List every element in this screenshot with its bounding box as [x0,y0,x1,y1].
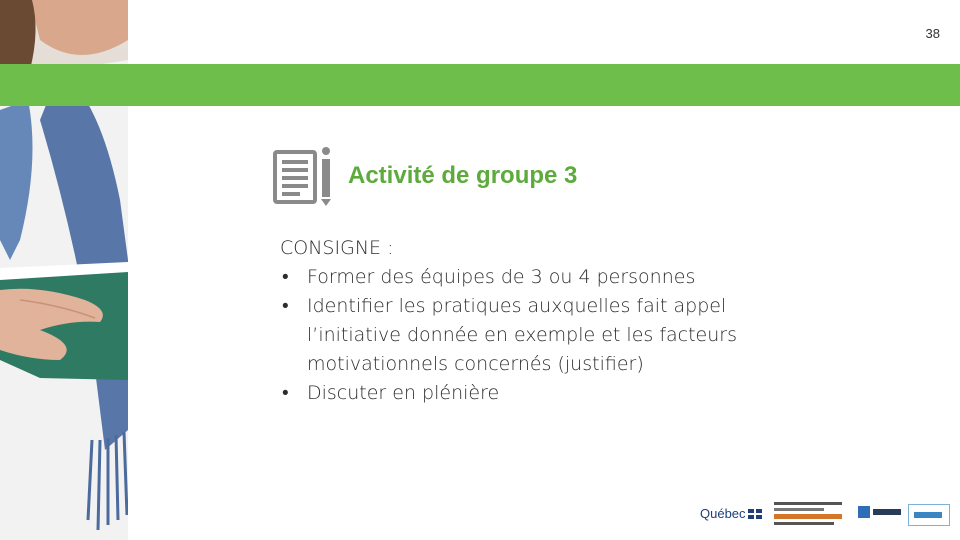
partner-logos [700,500,950,530]
list-item: • Identifier les pratiques auxquelles fait appel l’initiative donnée en exemple et les facteurs motivationnels concernés (justifier) [280,292,800,379]
ctreq-logo [858,506,903,518]
header-band [0,64,960,106]
quebec-logo [700,506,762,521]
page-number: 38 [925,26,940,41]
slide-title: Activité de groupe 3 [348,162,578,189]
quebec-logo-text: Québec [700,506,746,521]
ctreq-square-icon [858,506,870,518]
perseverance-scolaire-logo [774,500,844,528]
quebec-flag-icon [748,509,762,519]
document-with-info-icon [272,146,334,208]
instruction-list [280,263,800,408]
innover-wordmark [914,510,944,520]
list-item: • Discuter en plénière [280,379,800,408]
list-item: • Former des équipes de 3 ou 4 personnes [280,263,800,292]
innover-logo [908,504,950,526]
instruction-heading: CONSIGNE : [280,237,394,259]
ctreq-wordmark [873,506,903,518]
instructions [280,234,800,408]
